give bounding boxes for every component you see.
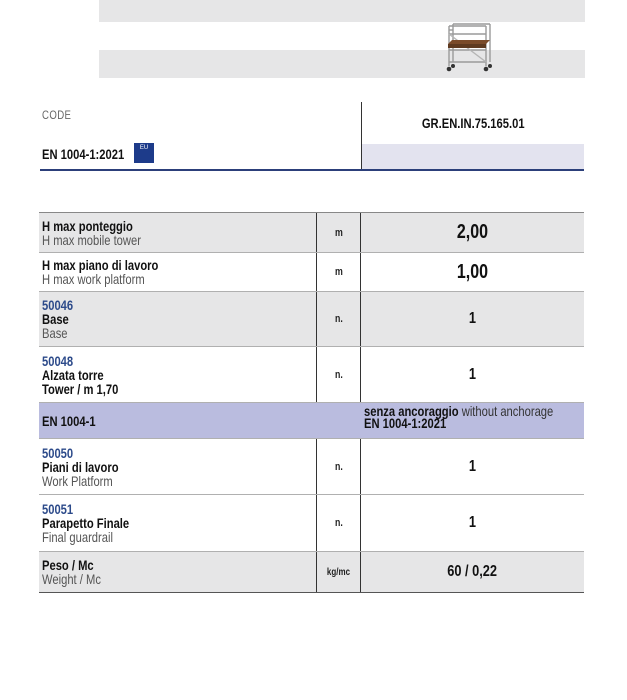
scaffold-tower-image xyxy=(440,22,496,78)
row-code: 50046 xyxy=(42,297,74,313)
row-value: 2,00 xyxy=(456,221,489,243)
band-note-standard: EN 1004-1:2021 xyxy=(364,415,447,431)
row-label-en: Weight / Mc xyxy=(42,571,101,587)
code-bottom-rule xyxy=(40,169,584,171)
top-stripe-2 xyxy=(99,50,585,78)
row-unit: n. xyxy=(316,292,361,346)
row-value: 1,00 xyxy=(456,260,489,283)
table-row xyxy=(39,292,584,347)
row-value: 60 / 0,22 xyxy=(447,563,498,580)
row-label-it: Alzata torre xyxy=(42,366,104,383)
row-value: 1 xyxy=(468,310,477,327)
norm-label: EN 1004-1:2021 xyxy=(42,146,125,162)
row-value: 1 xyxy=(468,365,477,383)
row-code: 50048 xyxy=(42,352,74,369)
standard-band-label: EN 1004-1 xyxy=(42,412,96,429)
table-row xyxy=(39,347,584,403)
row-label-it: Parapetto Finale xyxy=(42,515,130,531)
row-value: 1 xyxy=(468,457,477,475)
row-label-it: H max piano di lavoro xyxy=(42,257,159,273)
row-code: 50051 xyxy=(42,501,74,517)
row-unit: m xyxy=(316,253,361,291)
table-row xyxy=(39,495,584,552)
top-stripe-1 xyxy=(99,0,585,22)
table-row xyxy=(39,552,584,593)
row-label-en: Final guardrail xyxy=(42,529,113,545)
row-label-it: Piani di lavoro xyxy=(42,458,119,475)
eu-certification-icon: EU xyxy=(134,143,154,163)
table-row xyxy=(39,213,584,253)
table-row xyxy=(39,253,584,292)
row-label-it: H max ponteggio xyxy=(42,217,133,234)
row-label-en: H max mobile tower xyxy=(42,231,141,248)
row-label-en: H max work platform xyxy=(42,271,145,287)
row-value: 1 xyxy=(468,514,477,531)
code-block xyxy=(40,102,584,170)
code-label: CODE xyxy=(42,108,72,122)
row-label-en: Work Platform xyxy=(42,472,113,489)
product-code: GR.EN.IN.75.165.01 xyxy=(421,115,525,131)
row-label-it: Base xyxy=(42,311,69,327)
row-code: 50050 xyxy=(42,444,74,461)
row-unit: n. xyxy=(316,347,361,402)
standard-band-row xyxy=(39,403,584,439)
row-label-en: Base xyxy=(42,325,68,341)
spec-table xyxy=(39,212,584,593)
standard-band-note xyxy=(364,405,601,429)
band-note-normal: without anchorage xyxy=(461,403,554,419)
row-unit: m xyxy=(316,213,361,252)
table-row xyxy=(39,439,584,495)
code-shaded-cell xyxy=(362,144,584,170)
row-label-it: Peso / Mc xyxy=(42,557,94,573)
row-unit: n. xyxy=(316,439,361,494)
row-label-en: Tower / m 1,70 xyxy=(42,380,119,397)
band-note-bold: senza ancoraggio xyxy=(364,403,459,419)
row-unit: n. xyxy=(316,495,361,551)
row-unit: kg/mc xyxy=(316,552,361,592)
